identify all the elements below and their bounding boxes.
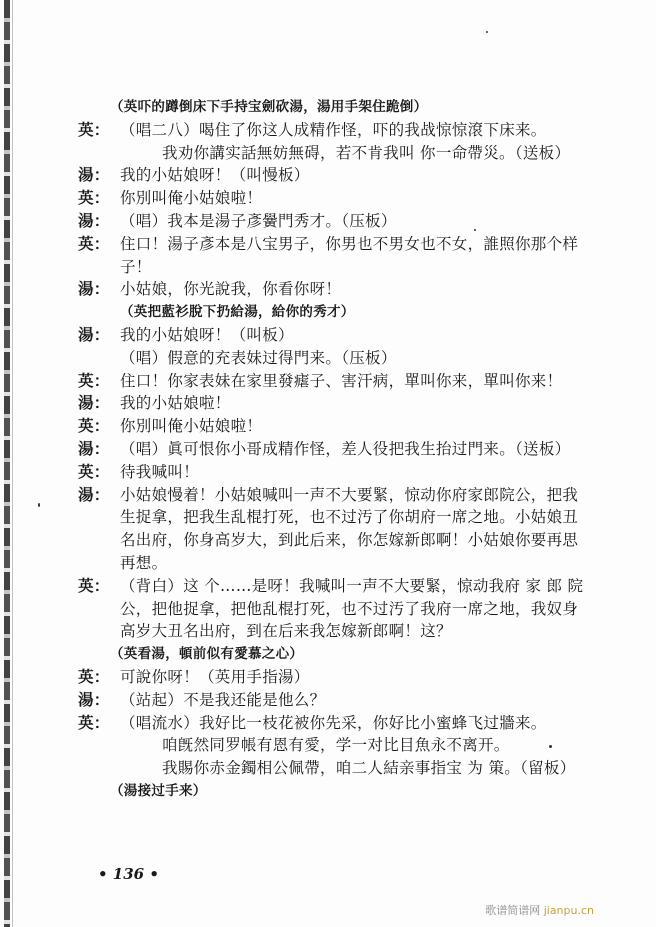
dialogue-text: （唱）我本是湯子彥黌門秀才。（压板） — [120, 211, 397, 230]
speaker-label: 英： — [78, 233, 110, 253]
dialogue-text: （唱）眞可恨你小哥成精作怪，差人役把我生抬过門来。（送板） — [120, 439, 571, 458]
continuation-text: 子！ — [120, 257, 152, 276]
dialogue-line — [78, 119, 638, 142]
watermark-latin: jianpu.cn — [543, 904, 594, 917]
continuation-text: 公，把他捉拿，把他乱棍打死，也不过汚了我府一席之地，我奴身 — [120, 599, 579, 618]
dialogue-text: 我的小姑娘呀！（叫板） — [120, 325, 294, 344]
stage-direction — [78, 780, 638, 803]
dialogue-line — [78, 164, 638, 187]
scan-speck — [38, 503, 40, 507]
continuation-text: 生捉拿，把我生乱棍打死，也不过汚了你胡府一席之地。小姑娘丑 — [120, 508, 579, 527]
dialogue-text: （站起）不是我还能是他么？ — [120, 690, 326, 709]
watermark-cn: 歌谱简谱网 — [485, 904, 541, 917]
stage-direction-text: （英把藍衫脫下扔給湯，給你的秀才） — [120, 304, 355, 321]
dialogue-line — [78, 666, 638, 689]
speaker-label: 湯： — [78, 438, 110, 458]
continuation-line — [78, 506, 638, 529]
scan-speck — [474, 229, 476, 231]
continuation-text: （唱）假意的充表妹过得門来。（压板） — [120, 348, 397, 367]
stage-direction — [78, 96, 638, 119]
dialogue-text: 待我喊叫！ — [120, 462, 200, 481]
stage-direction-text: （英看湯，頓前似有愛慕之心） — [110, 646, 304, 663]
continuation-text: 再想。 — [120, 553, 168, 572]
dialogue-text: 住口！湯子彥本是八宝男子，你男也不男女也不女，誰照你那个样 — [120, 234, 579, 253]
dialogue-line — [78, 392, 638, 415]
watermark — [485, 902, 594, 918]
stage-direction-text: （英吓的蹲倒床下手持宝劍砍湯，湯用手架住跪倒） — [110, 99, 428, 115]
continuation-line — [78, 529, 638, 552]
speaker-label: 湯： — [78, 484, 110, 504]
stage-direction-text: （湯接过手来） — [110, 782, 207, 799]
speaker-label: 英： — [78, 119, 110, 139]
dialogue-line — [78, 278, 638, 301]
dialogue-text: 住口！你家表妹在家里發瘧子、害汗病，單叫你来，單叫你来！ — [120, 371, 563, 390]
verse-line — [78, 142, 638, 165]
dialogue-line — [78, 324, 638, 347]
dialogue-text: 我的小姑娘啦！ — [120, 394, 231, 413]
scan-speck — [549, 745, 552, 748]
dialogue-text: 你別叫俺小姑娘啦！ — [120, 417, 263, 436]
dialogue-line — [78, 370, 638, 393]
dialogue-line — [78, 461, 638, 484]
dialogue-text: 小姑娘慢着！小姑娘喊叫一声不大要緊，惊动你府家郎院公，把我 — [120, 485, 579, 504]
dialogue-text: 可說你呀！（英用手指湯） — [120, 667, 310, 686]
verse-line — [78, 734, 638, 757]
speaker-label: 湯： — [78, 279, 110, 299]
continuation-line — [78, 256, 638, 279]
dialogue-text: （唱流水）我好比一枝花被你先采，你好比小蜜蜂飞过牆来。 — [120, 713, 547, 732]
page-number: • 136 • — [98, 865, 159, 883]
binding-edge-line — [12, 0, 13, 927]
continuation-text: 高岁大丑名出府，到在后来我怎嫁新郎啊！这？ — [120, 622, 452, 641]
dialogue-line — [78, 187, 638, 210]
verse-text: 我賜你赤金鐲相公佩帶，咱二人結亲事指宝 为 策。（留板） — [162, 759, 576, 778]
verse-text: 咱旣然同罗帳有恩有愛，学一对比目魚永不离开。 — [162, 736, 510, 755]
dialogue-line — [78, 689, 638, 712]
verse-text: 我劝你講实話無妨無碍，若不肯我叫 你一命帶災。（送板） — [162, 143, 571, 162]
speaker-label: 湯： — [78, 210, 110, 230]
dialogue-line — [78, 484, 638, 507]
dialogue-text: 我的小姑娘呀！（叫慢板） — [120, 166, 310, 185]
speaker-label: 英： — [78, 461, 110, 481]
continuation-line — [78, 347, 638, 370]
continuation-line — [78, 620, 638, 643]
dialogue-line — [78, 415, 638, 438]
speaker-label: 英： — [78, 666, 110, 686]
stage-direction — [78, 643, 638, 666]
speaker-label: 英： — [78, 416, 110, 436]
dialogue-line — [78, 233, 638, 256]
dialogue-text: （唱二八）喝住了你这人成精作怪，吓的我战惊惊滾下床来。 — [120, 120, 547, 139]
speaker-label: 英： — [78, 712, 110, 732]
dialogue-text: 小姑娘，你光說我，你看你呀！ — [120, 280, 342, 299]
speaker-label: 湯： — [78, 393, 110, 413]
dialogue-line — [78, 712, 638, 735]
scan-speck — [486, 31, 488, 33]
speaker-label: 湯： — [78, 689, 110, 709]
binding-edge-shadow — [4, 0, 10, 927]
speaker-label: 英： — [78, 370, 110, 390]
script-text-block — [78, 96, 638, 803]
speaker-label: 湯： — [78, 165, 110, 185]
continuation-text: 名出府，你身高岁大，到此后来，你怎嫁新郎啊！小姑娘你要再思 — [120, 531, 579, 550]
continuation-line — [78, 552, 638, 575]
speaker-label: 英： — [78, 188, 110, 208]
dialogue-line — [78, 438, 638, 461]
continuation-line — [78, 598, 638, 621]
dialogue-text: （背白）这 个……是呀！我喊叫一声不大要緊，惊动我府 家 郎 院 — [120, 576, 584, 595]
dialogue-line — [78, 210, 638, 233]
speaker-label: 湯： — [78, 324, 110, 344]
speaker-label: 英： — [78, 575, 110, 595]
dialogue-text: 你別叫俺小姑娘啦！ — [120, 189, 263, 208]
stage-direction — [78, 301, 638, 324]
verse-line — [78, 757, 638, 780]
dialogue-line — [78, 575, 638, 598]
